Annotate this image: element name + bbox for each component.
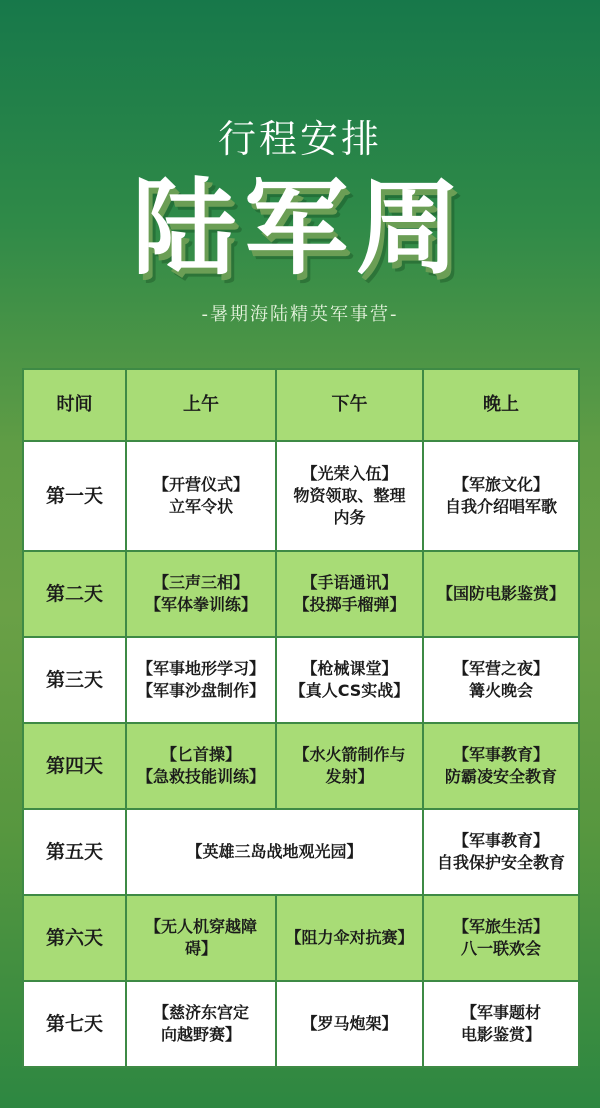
- header: [0, 0, 600, 360]
- day-label: 第四天: [23, 723, 126, 809]
- table-row: [23, 809, 579, 895]
- cell-text: 【三声三相】: [152, 573, 249, 592]
- table-row: [23, 441, 579, 551]
- table-row: [23, 551, 579, 637]
- cell-text: 【军旅生活】: [452, 917, 549, 936]
- table-row: [23, 895, 579, 981]
- cell-text: 【开营仪式】: [152, 475, 249, 494]
- table-row: [23, 981, 579, 1067]
- morning-cell: [126, 441, 276, 551]
- cell-text: 【军旅文化】: [452, 475, 549, 494]
- cell-text: 发射】: [325, 767, 374, 786]
- cell-text: 【投掷手榴弹】: [293, 595, 406, 614]
- cell-text: 【急救技能训练】: [136, 767, 265, 786]
- table-row: [23, 637, 579, 723]
- cell-text: 立军令状: [168, 497, 233, 516]
- page-subtitle: 行程安排: [217, 117, 382, 161]
- cell-text: 防霸凌安全教育: [444, 767, 557, 786]
- afternoon-cell: [276, 895, 423, 981]
- cell-text: 【水火箭制作与: [293, 745, 406, 764]
- schedule-table: [22, 368, 580, 1068]
- afternoon-cell: [276, 723, 423, 809]
- cell-text: 物资领取、整理: [293, 486, 406, 505]
- cell-text: 【军事题材: [460, 1003, 541, 1022]
- cell-text: 【无人机穿越障: [144, 917, 257, 936]
- cell-text: 【匕首操】: [160, 745, 241, 764]
- cell-text: 向越野赛】: [160, 1025, 241, 1044]
- cell-text: 电影鉴赏】: [460, 1025, 541, 1044]
- afternoon-cell: [276, 551, 423, 637]
- morning-cell: [126, 723, 276, 809]
- morning-cell: [126, 637, 276, 723]
- morning-cell: [126, 981, 276, 1067]
- evening-cell: [423, 637, 579, 723]
- page-title: 陆军周: [131, 167, 468, 289]
- page-tagline: -暑期海陆精英军事营-: [201, 304, 399, 325]
- day-label: 第二天: [23, 551, 126, 637]
- evening-cell: [423, 809, 579, 895]
- cell-text: 篝火晚会: [468, 681, 533, 700]
- afternoon-cell: [276, 981, 423, 1067]
- cell-text: 内务: [333, 508, 366, 527]
- morning-cell: [126, 551, 276, 637]
- cell-text: 【国防电影鉴赏】: [436, 584, 565, 603]
- column-header-time: 时间: [23, 369, 126, 441]
- evening-cell: [423, 441, 579, 551]
- morning-cell: [126, 895, 276, 981]
- column-header-morning: 上午: [126, 369, 276, 441]
- cell-text: 【军事教育】: [452, 831, 549, 850]
- evening-cell: [423, 981, 579, 1067]
- day-label: 第六天: [23, 895, 126, 981]
- cell-text: 自我保护安全教育: [436, 853, 565, 872]
- table-row: [23, 723, 579, 809]
- cell-text: 【阻力伞对抗赛】: [285, 928, 414, 947]
- evening-cell: [423, 723, 579, 809]
- cell-text: 【光荣入伍】: [301, 464, 398, 483]
- evening-cell: [423, 551, 579, 637]
- cell-text: 【罗马炮架】: [301, 1014, 398, 1033]
- cell-text: 【慈济东宫定: [152, 1003, 249, 1022]
- cell-text: 【军体拳训练】: [144, 595, 257, 614]
- evening-cell: [423, 895, 579, 981]
- afternoon-cell: [276, 637, 423, 723]
- cell-text: 八一联欢会: [460, 939, 541, 958]
- day-label: 第一天: [23, 441, 126, 551]
- cell-text: 【军事沙盘制作】: [136, 681, 265, 700]
- table-header-row: [23, 369, 579, 441]
- cell-text: 【军事教育】: [452, 745, 549, 764]
- cell-text: 【枪械课堂】: [301, 659, 398, 678]
- afternoon-cell: [276, 441, 423, 551]
- cell-text: 自我介绍唱军歌: [444, 497, 557, 516]
- merged-day-cell: [126, 809, 423, 895]
- cell-text: 【手语通讯】: [301, 573, 398, 592]
- day-label: 第七天: [23, 981, 126, 1067]
- day-label: 第五天: [23, 809, 126, 895]
- column-header-evening: 晚上: [423, 369, 579, 441]
- cell-text: 【军事地形学习】: [136, 659, 265, 678]
- cell-text: 【军营之夜】: [452, 659, 549, 678]
- day-label: 第三天: [23, 637, 126, 723]
- cell-text: 【真人CS实战】: [289, 681, 410, 700]
- cell-text: 碍】: [184, 939, 217, 958]
- cell-text: 【英雄三岛战地观光园】: [186, 842, 363, 861]
- column-header-afternoon: 下午: [276, 369, 423, 441]
